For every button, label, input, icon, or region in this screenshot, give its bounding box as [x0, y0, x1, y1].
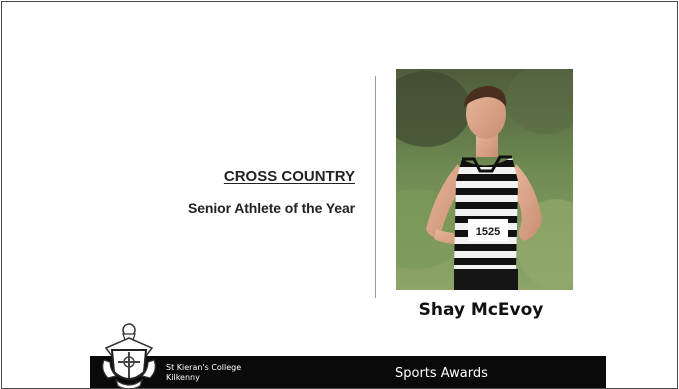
athlete-name: Shay McEvoy: [418, 300, 544, 320]
vertical-divider: [375, 76, 376, 298]
race-bib-number: 1525: [475, 226, 501, 238]
college-name-line-2: Kilkenny: [166, 373, 200, 382]
award-title: Senior Athlete of the Year: [188, 200, 355, 216]
college-name: [166, 363, 241, 383]
award-category: CROSS COUNTRY: [223, 168, 355, 185]
footer-bar: [90, 356, 606, 389]
college-crest-icon: [98, 320, 160, 389]
college-name-line-1: St Kieran's College: [166, 363, 242, 372]
award-slide: [1, 1, 678, 389]
footer-title: Sports Awards: [395, 366, 488, 381]
athlete-photo: [396, 69, 573, 290]
